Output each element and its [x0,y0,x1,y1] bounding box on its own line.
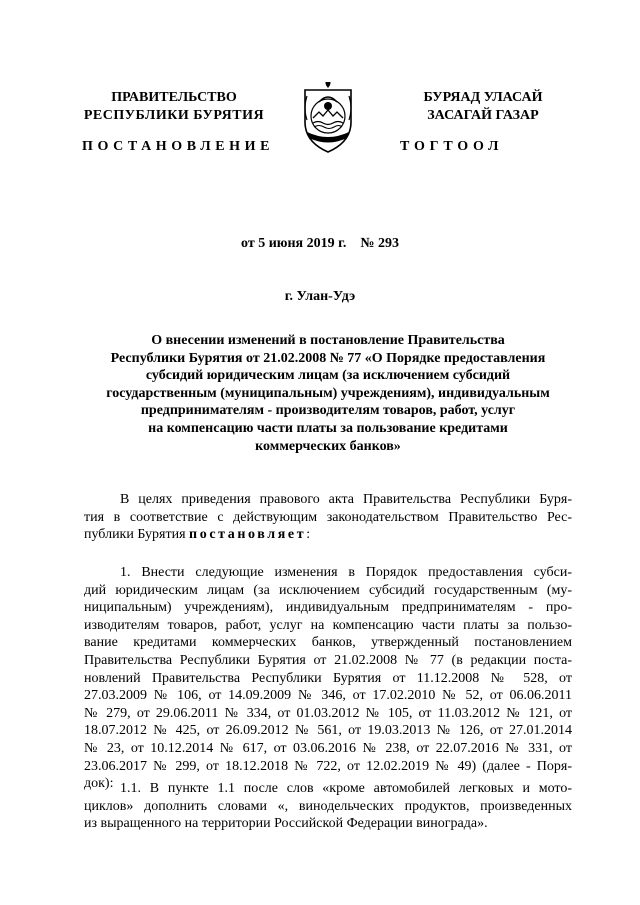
doc-type-buryat: ТОГТООЛ [400,139,504,154]
header-right-line1: БУРЯАД УЛАСАЙ [423,90,543,105]
body-line: 1. Внести следующие изменения в Порядок предоставления субси- [120,565,572,580]
body-line: док): [84,776,114,792]
document-number: № 293 [360,236,399,251]
body-line: из выращенного на территории Российской Федерации винограда». [84,816,488,832]
body-line: 27.03.2009 № 106, от 14.09.2009 № 346, от 17.02.2010 № 52, от 06.06.2011 [84,688,572,704]
header-right-block [383,89,583,125]
preamble-prefix: публики Бурятия [84,527,190,543]
body-line [84,526,572,544]
header-left-block [74,89,274,125]
title-line: Республики Бурятия от 21.02.2008 № 77 «О Порядке предоставления [110,350,546,366]
title-line: коммерческих банков» [255,438,401,454]
item-1-paragraph [84,564,572,793]
preamble-paragraph [84,491,572,544]
coat-of-arms-emblem [301,82,355,154]
document-date: от 5 июня 2019 г. [241,236,347,251]
body-line: 1.1. В пункте 1.1 после слов «кроме автомобилей легковых и мото- [120,781,572,796]
city-line: г. Улан-Удэ [284,289,356,304]
preamble-suffix: : [306,527,311,543]
body-line: новлений Правительства Республики Бурятия от 11.12.2008 № 528, от [84,670,572,686]
title-line: субсидий юридическим лицам (за исключением субсидий [145,368,511,384]
body-line: дий юридическим лицам (за исключением субсидий государственным (му- [84,582,572,598]
body-line: № 279, от 29.06.2011 № 334, от 01.03.2012 № 105, от 11.03.2012 № 121, от [84,705,572,721]
body-line: тия в соответствие с действующим законодательством Правительство Рес- [84,509,572,525]
body-line: циклов» дополнить словами «, винодельческих продуктов, произведенных [84,798,572,814]
body-line: изводителям товаров, работ, услуг на компенсацию части платы за пользо- [84,617,572,633]
date-number-line [0,236,640,252]
resolves-word: постановляет [189,527,307,543]
body-line: В целях приведения правового акта Правительства Республики Буря- [120,492,572,507]
title-line: предпринимателям - производителям товаров, работ, услуг [140,403,516,419]
body-line: Правительства Республики Бурятия от 21.02.2008 № 77 (в редакции поста- [84,652,572,668]
header-left-line1: ПРАВИТЕЛЬСТВО [111,90,237,105]
doc-type-russian: ПОСТАНОВЛЕНИЕ [82,139,275,154]
document-title [88,332,568,455]
header-right-line2: ЗАСАГАЙ ГАЗАР [427,108,539,123]
body-line: 18.07.2012 № 425, от 26.09.2012 № 561, от 19.03.2013 № 126, от 27.01.2014 [84,723,572,739]
body-line: ниципальным) учреждениям), индивидуальным предпринимателям - про- [84,600,572,616]
title-line: на компенсацию части платы за пользование кредитами [148,420,508,436]
header-left-line2: РЕСПУБЛИКИ БУРЯТИЯ [83,108,265,123]
title-line: государственным (муниципальным) учреждениям), индивидуальным [106,385,550,401]
body-line: 23.06.2017 № 299, от 18.12.2018 № 722, от 12.02.2019 № 49) (далее - Поря- [84,758,572,774]
body-line: вание кредитами коммерческих банков, утвержденный постановлением [84,635,572,651]
item-1-1-paragraph [84,780,572,833]
body-line: № 23, от 10.12.2014 № 617, от 03.06.2016 № 238, от 22.07.2016 № 331, от [84,740,572,756]
title-line: О внесении изменений в постановление Правительства [151,333,505,348]
